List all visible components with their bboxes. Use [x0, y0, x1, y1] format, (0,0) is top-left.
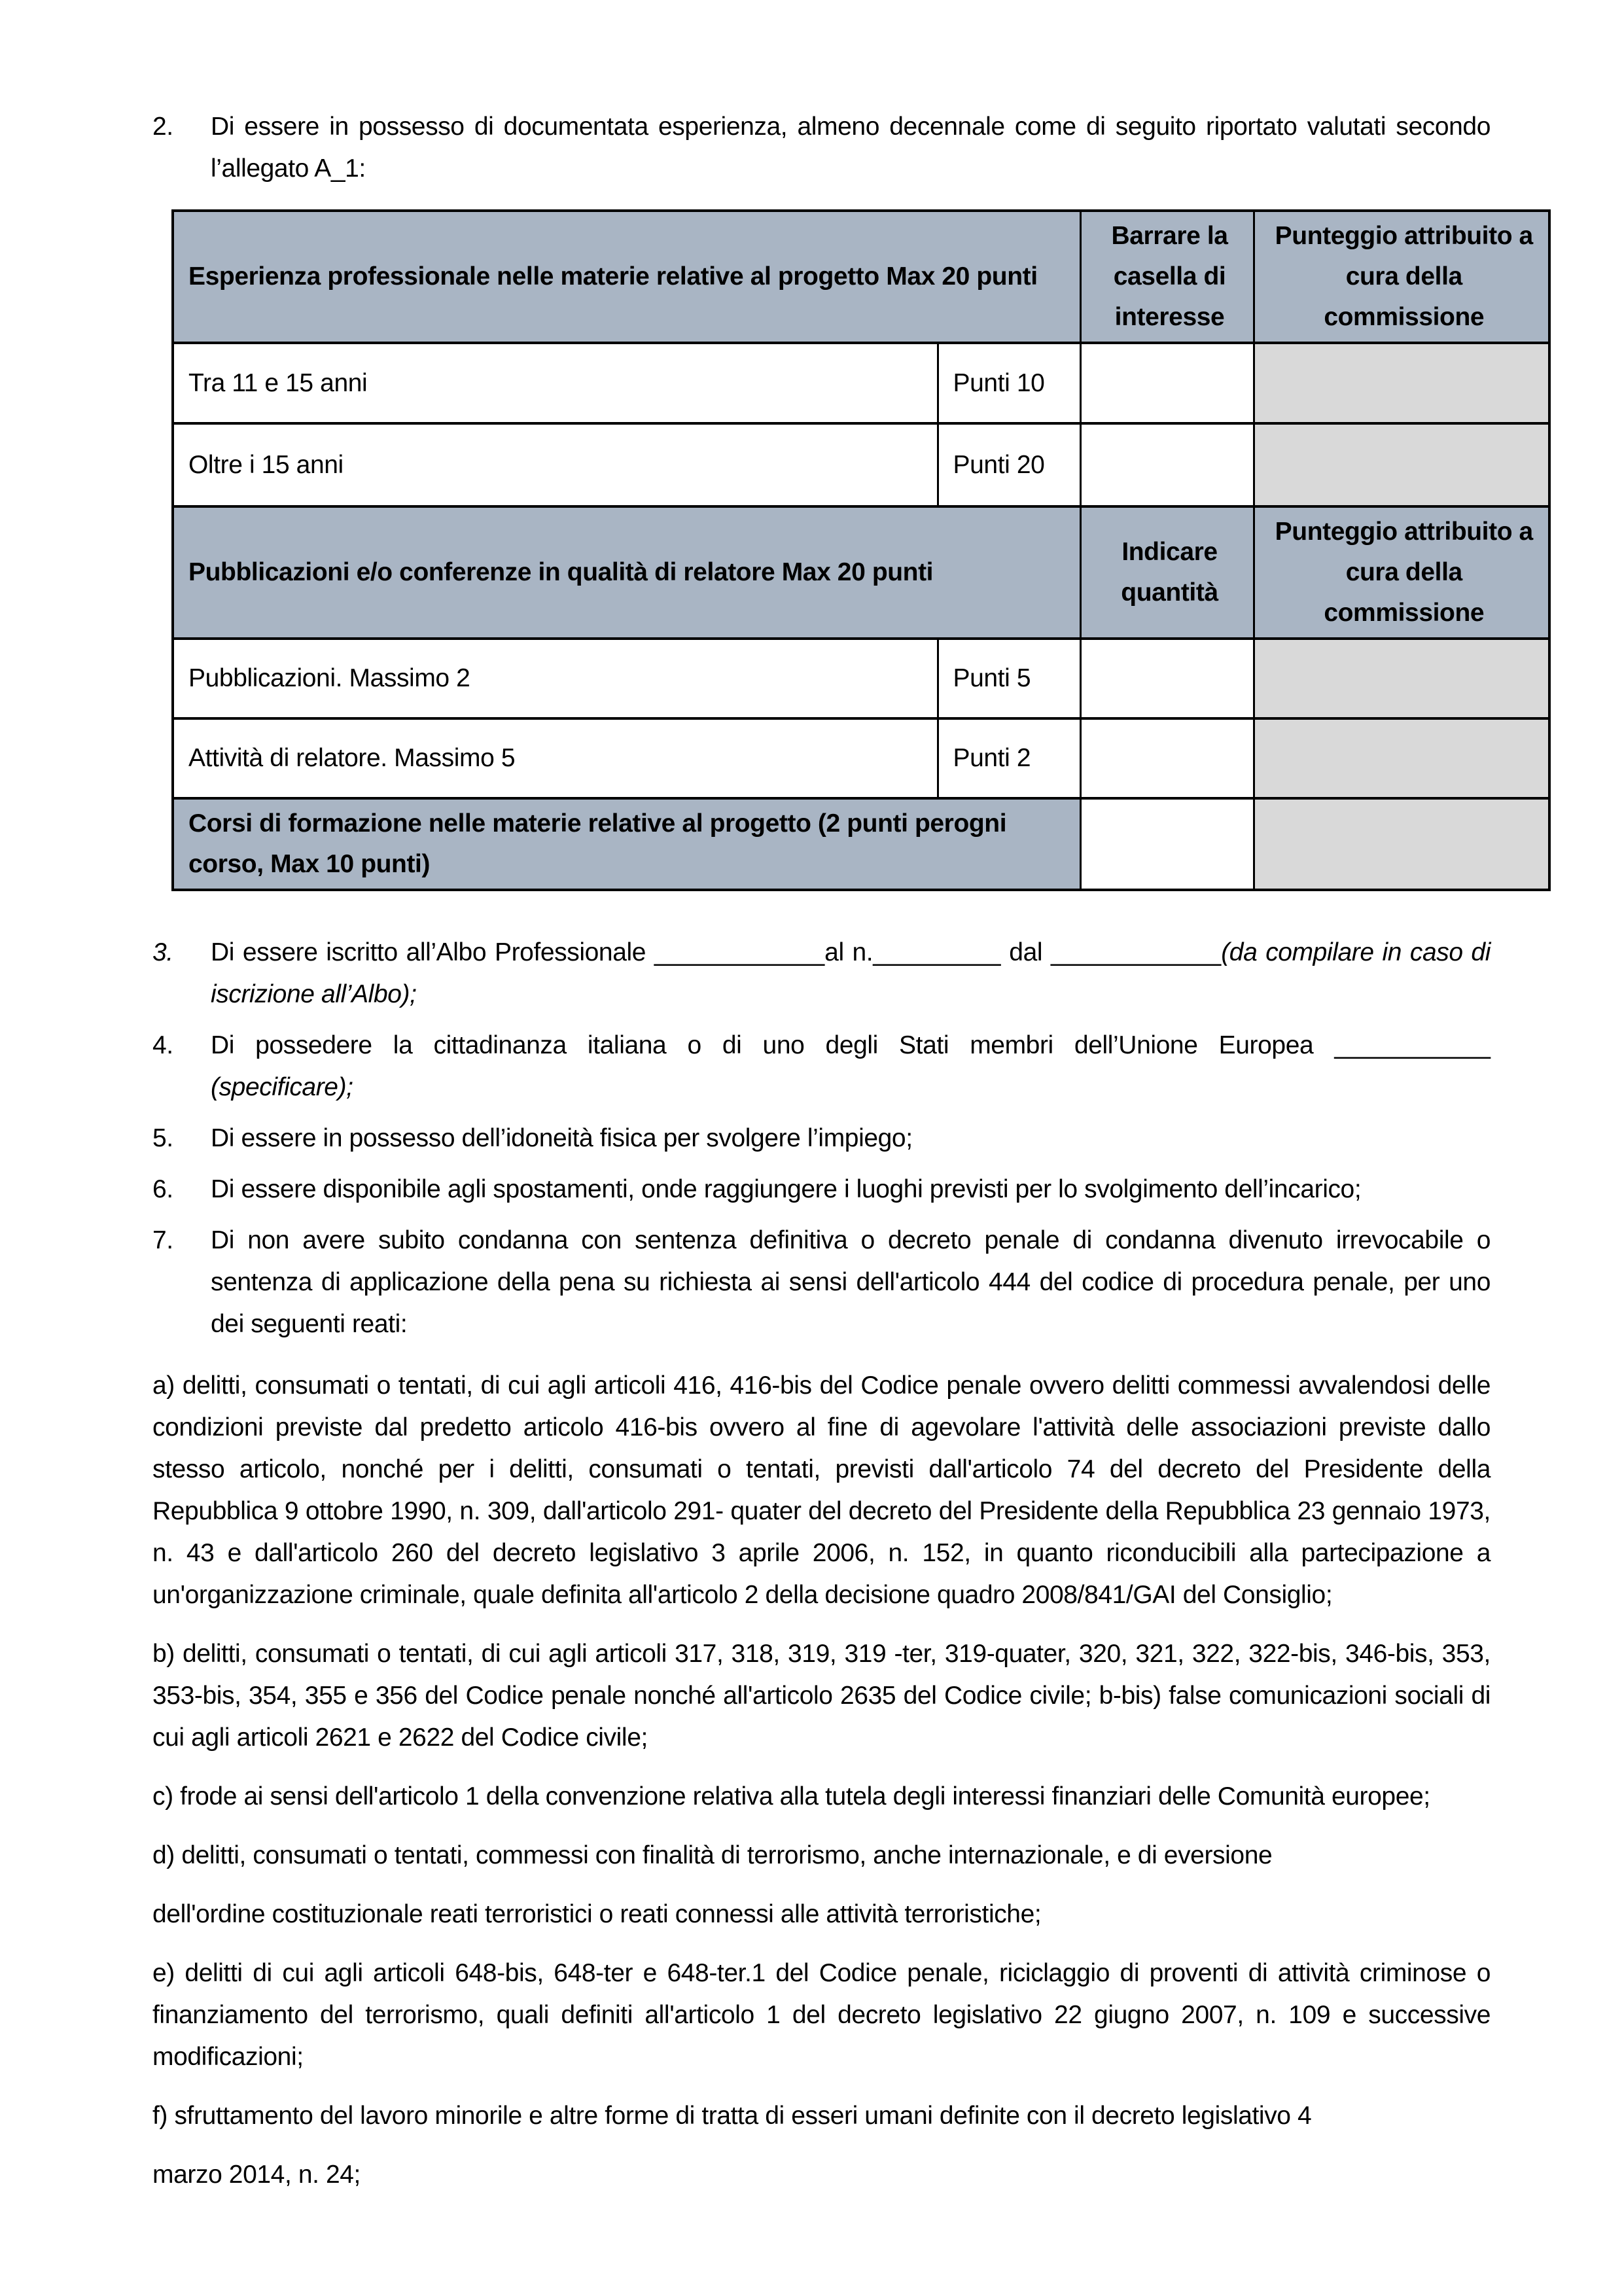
blank-line[interactable]: ____________ [654, 938, 825, 966]
score-cell[interactable] [1254, 343, 1549, 423]
paragraph-e: e) delitti di cui agli articoli 648-bis, 648-ter e 648-ter.1 del Codice penale, riciclaggio di proventi di attività criminose o finanziamento del terrorismo, quali definiti all'articolo 1 del decreto legislativo 22 giugno 2007, n. 109 e successive modificazioni; [152, 1959, 1491, 2071]
item-text: Di essere in possesso dell’idoneità fisica per svolgere l’impiego; [211, 1124, 913, 1152]
paragraph-c: c) frode ai sensi dell'articolo 1 della convenzione relativa alla tutela degli interessi finanziari delle Comunità europee; [152, 1782, 1430, 1810]
numbered-item-5 [152, 1118, 1491, 1159]
item-text-segment: Di essere iscritto all’Albo Professionale [211, 938, 654, 966]
row-label: Oltre i 15 anni [173, 423, 938, 506]
quantity-cell[interactable] [1080, 798, 1254, 890]
check-cell[interactable] [1080, 343, 1254, 423]
item-text: Di non avere subito condanna con sentenza definitiva o decreto penale di condanna divenuto irrevocabile o sentenza di applicazione della pena su richiesta ai sensi dell'articolo 444 del codice di procedura penale, per uno dei seguenti reati: [211, 1226, 1491, 1338]
score-cell[interactable] [1254, 639, 1549, 718]
quantity-cell[interactable] [1080, 718, 1254, 798]
row-label: Attività di relatore. Massimo 5 [173, 718, 938, 798]
paragraph-f-line-2: marzo 2014, n. 24; [152, 2161, 361, 2189]
score-cell[interactable] [1254, 798, 1549, 890]
row-points: Punti 2 [938, 718, 1080, 798]
table-row-2 [173, 423, 1549, 506]
item-text-segment: dal [1000, 938, 1051, 966]
table-footer-row [173, 798, 1549, 890]
item-text: Di essere in possesso di documentata esperienza, almeno decennale come di seguito riportato valutati secondo l’allegato A_1: [211, 113, 1491, 183]
table-header-title: Pubblicazioni e/o conferenze in qualità di relatore Max 20 punti [173, 506, 1080, 639]
evaluation-table [171, 209, 1551, 891]
table-header-score-col: Punteggio attribuito a cura della commissione [1254, 211, 1549, 343]
table-row-3 [173, 639, 1549, 718]
check-cell[interactable] [1080, 423, 1254, 506]
row-points: Punti 20 [938, 423, 1080, 506]
item-number: 2. [152, 113, 173, 141]
row-points: Punti 5 [938, 639, 1080, 718]
paragraph-b: b) delitti, consumati o tentati, di cui agli articoli 317, 318, 319, 319 -ter, 319-quater, 320, 321, 322, 322-bis, 346-bis, 353, 353-bis, 354, 355 e 356 del Codice penale nonché all'articolo 2635 del Codice civile; b-bis) false comunicazioni sociali di cui agli articoli 2621 e 2622 del Codice civile; [152, 1640, 1491, 1752]
row-label: Pubblicazioni. Massimo 2 [173, 639, 938, 718]
table-footer-title: Corsi di formazione nelle materie relative al progetto (2 punti perogni corso, Max 10 punti) [173, 798, 1080, 890]
paragraph-d-line-2: dell'ordine costituzionale reati terroristici o reati connessi alle attività terroristiche; [152, 1900, 1042, 1928]
item-number: 6. [152, 1175, 173, 1203]
blank-line[interactable]: _________ [873, 938, 1001, 966]
numbered-item-2 [152, 106, 1491, 190]
table-header-quantity-col: Indicare quantità [1080, 506, 1254, 639]
score-cell[interactable] [1254, 718, 1549, 798]
score-cell[interactable] [1254, 423, 1549, 506]
item-text [211, 932, 1491, 1016]
table-row-4 [173, 718, 1549, 798]
row-points: Punti 10 [938, 343, 1080, 423]
numbered-item-4 [152, 1025, 1491, 1108]
item-text-italic: (da compilare in caso di iscrizione all’Albo); [211, 938, 1491, 1008]
legal-paragraphs [152, 1365, 1491, 2196]
numbered-item-7 [152, 1220, 1491, 1345]
paragraph-a: a) delitti, consumati o tentati, di cui agli articoli 416, 416-bis del Codice penale ovvero delitti commessi avvalendosi delle condizioni previste dal predetto articolo 416-bis ovvero al fine di agevolare l'attività delle associazioni previste dallo stesso articolo, nonché per i delitti, consumati o tentati, previsti dall'articolo 74 del decreto del Presidente della Repubblica 9 ottobre 1990, n. 309, dall'articolo 291- quater del decreto del Presidente della Repubblica 23 gennaio 1973, n. 43 e dall'articolo 260 del decreto legislativo 3 aprile 2006, n. 152, in quanto riconducibili alla partecipazione a un'organizzazione criminale, quale definita all'articolo 2 della decisione quadro 2008/841/GAI del Consiglio; [152, 1371, 1491, 1609]
numbered-item-6 [152, 1169, 1491, 1210]
item-text-italic: (specificare); [211, 1073, 353, 1101]
paragraph-f-line-1: f) sfruttamento del lavoro minorile e altre forme di tratta di esseri umani definite con il decreto legislativo 4 [152, 2102, 1312, 2130]
item-number: 7. [152, 1226, 173, 1254]
quantity-cell[interactable] [1080, 639, 1254, 718]
row-label: Tra 11 e 15 anni [173, 343, 938, 423]
numbered-item-3 [152, 932, 1491, 1016]
item-text-segment: al n. [824, 938, 874, 966]
table-header-row-1 [173, 211, 1549, 343]
paragraph-d-line-1: d) delitti, consumati o tentati, commessi con finalità di terrorismo, anche internazionale, e di eversione [152, 1841, 1273, 1869]
table-header-score-col: Punteggio attribuito a cura della commissione [1254, 506, 1549, 639]
table-header-title: Esperienza professionale nelle materie relative al progetto Max 20 punti [173, 211, 1080, 343]
blank-line[interactable]: ____________ [1050, 938, 1222, 966]
item-number: 5. [152, 1124, 173, 1152]
item-text-segment: Di possedere la cittadinanza italiana o di uno degli Stati membri dell’Unione Europea [211, 1031, 1335, 1059]
table-header-row-2 [173, 506, 1549, 639]
table-header-check-col: Barrare la casella di interesse [1080, 211, 1254, 343]
item-text: Di essere disponibile agli spostamenti, onde raggiungere i luoghi previsti per lo svolgimento dell’incarico; [211, 1175, 1362, 1203]
item-number: 4. [152, 1031, 173, 1059]
blank-line[interactable]: ___________ [1334, 1031, 1491, 1059]
item-number: 3. [152, 938, 173, 966]
table-row-1 [173, 343, 1549, 423]
item-text [211, 1025, 1491, 1108]
